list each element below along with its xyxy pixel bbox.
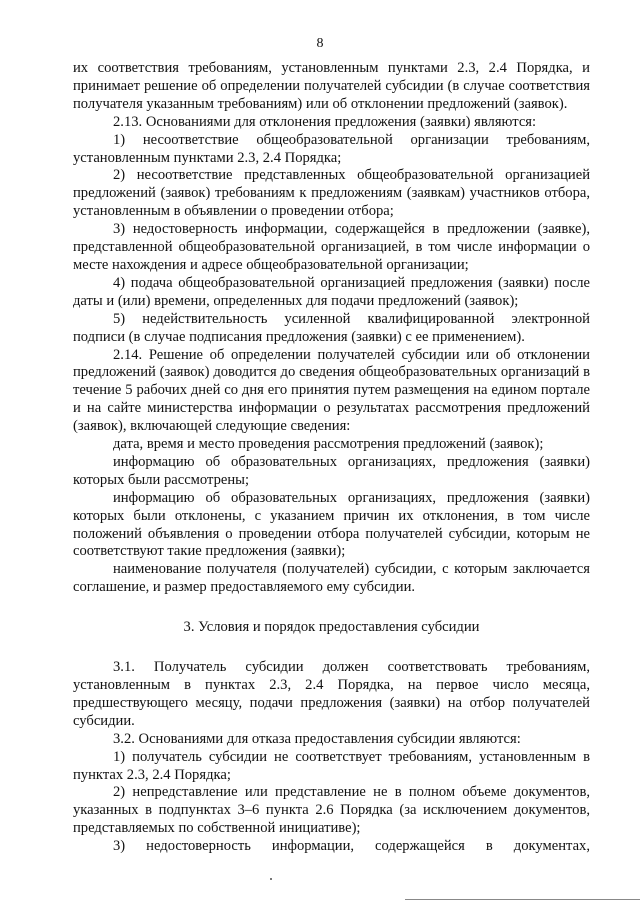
paragraph-3-2: 3.2. Основаниями для отказа предоставления субсидии являются:	[113, 730, 521, 747]
paragraph-2-13: 2.13. Основаниями для отклонения предложения (заявки) являются:	[113, 113, 537, 130]
list-item-3-2-1: 1) получатель субсидии не соответствует требованиям, установленным в пунктах 2.3, 2.4 Порядка;	[73, 748, 590, 783]
paragraph-3-1: 3.1. Получатель субсидии должен соответствовать требованиям, установленным в пунктах 2.3, 2.4 Порядка, на первое число месяца, предшествующего месяцу, подачи предложения (заявки) на отбор получателей субсидии.	[73, 659, 590, 729]
section-heading: 3. Условия и порядок предоставления субсидии	[183, 619, 480, 636]
paragraph-continuation: их соответствия требованиям, установленным пунктами 2.3, 2.4 Порядка, и принимает решение об определении получателей субсидии (в случае соответствия получателя указанным требованиям) или об отклонении предложений (заявок).	[73, 60, 590, 112]
document-body	[73, 60, 590, 856]
list-item-2-13-1: 1) несоответствие общеобразовательной организации требованиям, установленным пунктами 2.3, 2.4 Порядка;	[73, 131, 590, 166]
list-item-2-13-3: 3) недостоверность информации, содержащейся в предложении (заявке), представленной общеобразовательной организацией, в том числе информации о месте нахождения и адресе общеобразовательной организации;	[73, 221, 590, 273]
scan-edge-line	[405, 899, 640, 900]
list-item-3-2-3: 3) недостоверность информации, содержащейся в документах,	[113, 838, 590, 855]
paragraph-2-14: 2.14. Решение об определении получателей субсидии или об отклонении предложений (заявок) доводится до сведения общеобразовательных организаций в течение 5 рабочих дней со дня его принятия путем размещения на едином портале и на сайте министерства информации о результатах рассмотрения предложений (заявок), включающей следующие сведения:	[73, 346, 590, 435]
list-item-2-14-rejected: информацию об образовательных организациях, предложения (заявки) которых были отклонены, с указанием причин их отклонения, в том числе положений объявления о проведении отбора получателей субсидии, которым не соответствуют такие предложения (заявки);	[73, 489, 590, 560]
list-item-3-2-2: 2) непредставление или представление не в полном объеме документов, указанных в подпунктах 3–6 пункта 2.6 Порядка (за исключением документов, представляемых по собственной инициативе);	[73, 784, 590, 837]
scan-speck	[270, 878, 272, 880]
list-item-2-14-recipient: наименование получателя (получателей) субсидии, с которым заключается соглашение, и размер предоставляемого ему субсидии.	[73, 561, 590, 596]
list-item-2-13-2: 2) несоответствие представленных общеобразовательной организацией предложений (заявок) требованиям к предложениям (заявкам) участников отбора, установленным в объявлении о проведении отбора;	[73, 167, 590, 220]
list-item-2-14-reviewed: информацию об образовательных организациях, предложения (заявки) которых были рассмотрены;	[73, 453, 590, 488]
list-item-2-13-5: 5) недействительность усиленной квалифицированной электронной подписи (в случае подписания предложения (заявки) с ее применением).	[73, 310, 590, 345]
list-item-2-13-4: 4) подача общеобразовательной организацией предложения (заявки) после даты и (или) времени, определенных для подачи предложений (заявок);	[73, 274, 590, 309]
list-item-2-14-date: дата, время и место проведения рассмотрения предложений (заявок);	[113, 436, 544, 453]
page-number: 8	[316, 36, 324, 51]
